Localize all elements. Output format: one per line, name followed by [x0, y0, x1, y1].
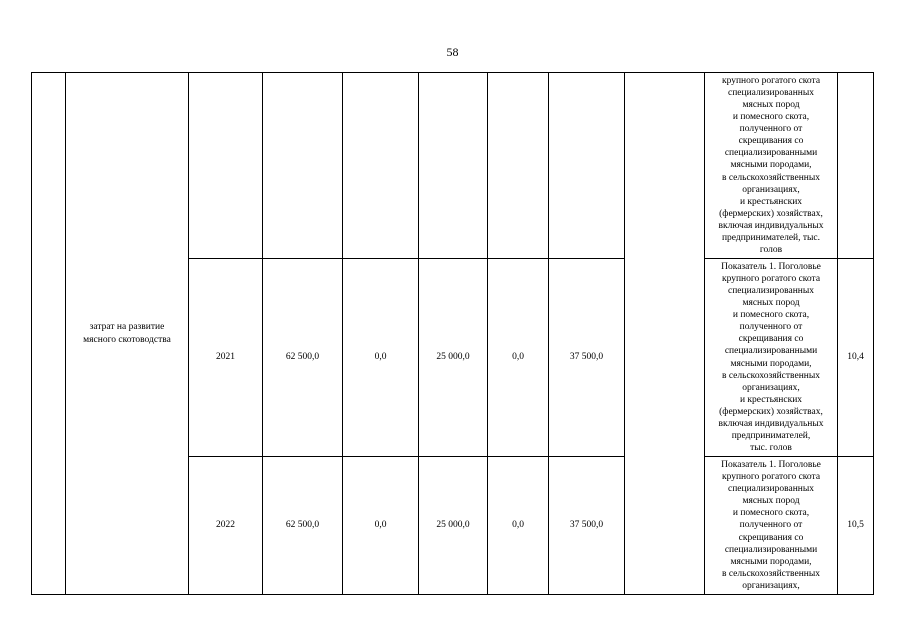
indicator-text: [705, 459, 837, 592]
year-cell: 2022: [189, 457, 263, 595]
program-table: [31, 72, 874, 595]
table-row-continuation: [32, 73, 874, 259]
program-name-cell: [66, 73, 189, 595]
indicator-line: полученного от: [739, 520, 803, 531]
indicator-line: полученного от: [739, 322, 803, 333]
indicator-line: включая индивидуальных: [718, 220, 824, 231]
value-cell: 10,4: [838, 259, 874, 457]
value-cell-empty: [838, 73, 874, 259]
indicator-line: мясных пород: [742, 496, 800, 507]
value-cell: 10,5: [838, 457, 874, 595]
year-cell-empty: [189, 73, 263, 259]
indicator-text: [705, 261, 837, 455]
indicator-line: мясными породами,: [730, 358, 812, 369]
indicator-line: специализированными: [724, 544, 818, 555]
indicator-line: в сельскохозяйственных: [721, 568, 820, 579]
regional-cell: 25 000,0: [419, 259, 488, 457]
page-number: 58: [446, 45, 459, 59]
federal-cell-empty: [343, 73, 419, 259]
indicator-line: и крестьянских: [739, 394, 803, 405]
indicator-line: специализированных: [727, 484, 815, 495]
indicator-line: организациях,: [742, 184, 800, 195]
indicator-line: мясных пород: [742, 99, 800, 110]
indicator-line: мясными породами,: [730, 556, 812, 567]
program-name-text: затрат на развитие мясного скотоводства: [83, 322, 171, 345]
indicator-cell: [705, 457, 838, 595]
indicator-line: специализированных: [727, 87, 815, 98]
indicator-cell-cont: [705, 73, 838, 259]
total-cell-empty: [263, 73, 343, 259]
regional-cell: 25 000,0: [419, 457, 488, 595]
indicator-line: организациях,: [742, 580, 800, 591]
indicator-line: скрещивания со: [738, 334, 804, 345]
indicator-line: голов: [759, 245, 783, 256]
row-number-cell: [32, 73, 66, 595]
local-cell: 0,0: [488, 457, 549, 595]
federal-cell: 0,0: [343, 457, 419, 595]
indicator-line: включая индивидуальных: [718, 418, 824, 429]
indicator-text-cont: [705, 75, 837, 256]
indicator-line: и крестьянских: [739, 196, 803, 207]
federal-cell: 0,0: [343, 259, 419, 457]
total-cell: 62 500,0: [263, 457, 343, 595]
indicator-line: специализированными: [724, 346, 818, 357]
regional-cell-empty: [419, 73, 488, 259]
indicator-line: (фермерских) хозяйствах,: [719, 406, 823, 417]
indicator-line: организациях,: [742, 382, 800, 393]
local-cell: 0,0: [488, 259, 549, 457]
extra-cell: 37 500,0: [549, 457, 625, 595]
indicator-line: в сельскохозяйственных: [721, 370, 820, 381]
indicator-line: предпринимателей,: [731, 431, 811, 442]
total-cell: 62 500,0: [263, 259, 343, 457]
indicator-line: специализированными: [724, 148, 818, 159]
extra-cell: 37 500,0: [549, 259, 625, 457]
indicator-line: полученного от: [739, 124, 803, 135]
indicator-line: (фермерских) хозяйствах,: [719, 208, 823, 219]
indicator-line: скрещивания со: [738, 532, 804, 543]
indicator-line: предпринимателей, тыс.: [721, 233, 821, 244]
indicator-line: скрещивания со: [738, 136, 804, 147]
indicator-line: и помесного скота,: [732, 310, 810, 321]
indicator-line: и помесного скота,: [732, 112, 810, 123]
local-cell-empty: [488, 73, 549, 259]
extra-cell-empty: [549, 73, 625, 259]
indicator-line: мясных пород: [742, 298, 800, 309]
indicator-line: тыс. голов: [750, 443, 792, 454]
indicator-line: и помесного скота,: [732, 508, 810, 519]
indicator-line: крупного рогатого скота: [721, 75, 821, 86]
indicator-cell: [705, 259, 838, 457]
indicator-line: в сельскохозяйственных: [721, 172, 820, 183]
indicator-line: Показатель 1. Поголовье: [721, 459, 821, 470]
indicator-line: крупного рогатого скота: [721, 273, 821, 284]
indicator-line: мясными породами,: [730, 160, 812, 171]
year-cell: 2021: [189, 259, 263, 457]
executor-cell: [625, 73, 705, 595]
indicator-line: крупного рогатого скота: [721, 472, 821, 483]
indicator-line: специализированных: [727, 285, 815, 296]
indicator-line: Показатель 1. Поголовье: [721, 261, 821, 272]
